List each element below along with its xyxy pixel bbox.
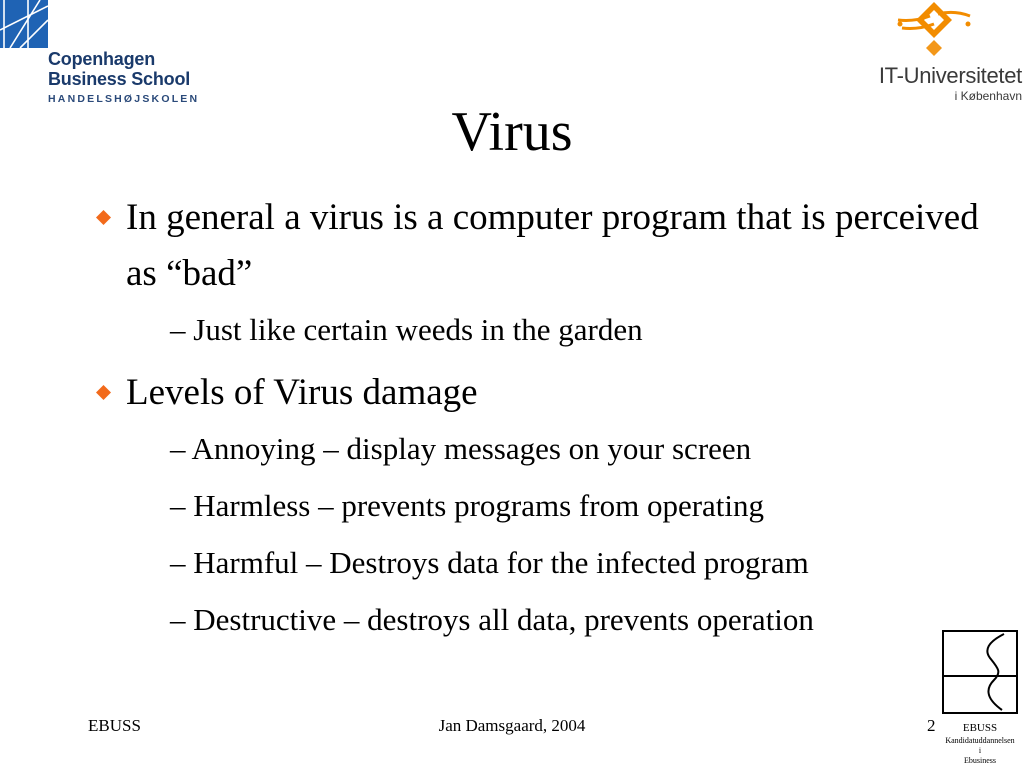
footer-course: EBUSS [88, 716, 141, 735]
cbs-name-line2: Business School [48, 69, 191, 89]
bullet-item [92, 365, 992, 421]
bullet-text: In general a virus is a computer program that is perceived as “bad” [126, 197, 979, 294]
cbs-logo [0, 0, 200, 110]
diamond-bullet-icon [96, 385, 111, 400]
sub-bullet-text: – Annoying – display messages on your screen [170, 431, 752, 466]
sub-bullet-text: – Harmless – prevents programs from operating [170, 488, 765, 523]
slide-title: Virus [451, 101, 573, 163]
badge-line2: Kandidatuddannelsen [945, 736, 1015, 745]
ebuss-emblem-icon [942, 630, 1018, 714]
badge-title: EBUSS [962, 722, 998, 734]
itu-subname: i København [954, 89, 1022, 103]
sub-bullet-item [92, 541, 992, 585]
cbs-name-line1: Copenhagen [48, 49, 156, 69]
sub-bullet-item [92, 427, 992, 471]
cbs-emblem-icon [0, 0, 48, 48]
diamond-bullet-icon [96, 210, 111, 225]
sub-bullet-text: – Destructive – destroys all data, prevents operation [170, 602, 814, 637]
footer-author: Jan Damsgaard, 2004 [438, 716, 586, 735]
sub-bullet-text: – Just like certain weeds in the garden [170, 312, 643, 347]
slide-content [92, 190, 992, 655]
itu-logo [854, 0, 1024, 110]
itu-emblem-icon [894, 0, 974, 60]
page-number: 2 [927, 716, 936, 735]
bullet-text: Levels of Virus damage [126, 372, 478, 413]
sub-bullet-item [92, 598, 992, 642]
sub-bullet-text: – Harmful – Destroys data for the infected program [170, 545, 809, 580]
sub-bullet-item [92, 484, 992, 528]
bullet-item [92, 190, 992, 302]
badge-line4: Ebusiness [964, 756, 996, 765]
itu-name: IT-Universitetet [878, 63, 1022, 88]
cbs-name-line3: HANDELSHØJSKOLEN [48, 93, 200, 105]
ebuss-badge [936, 630, 1024, 768]
badge-line3: i [978, 746, 982, 755]
sub-bullet-item [92, 308, 992, 352]
